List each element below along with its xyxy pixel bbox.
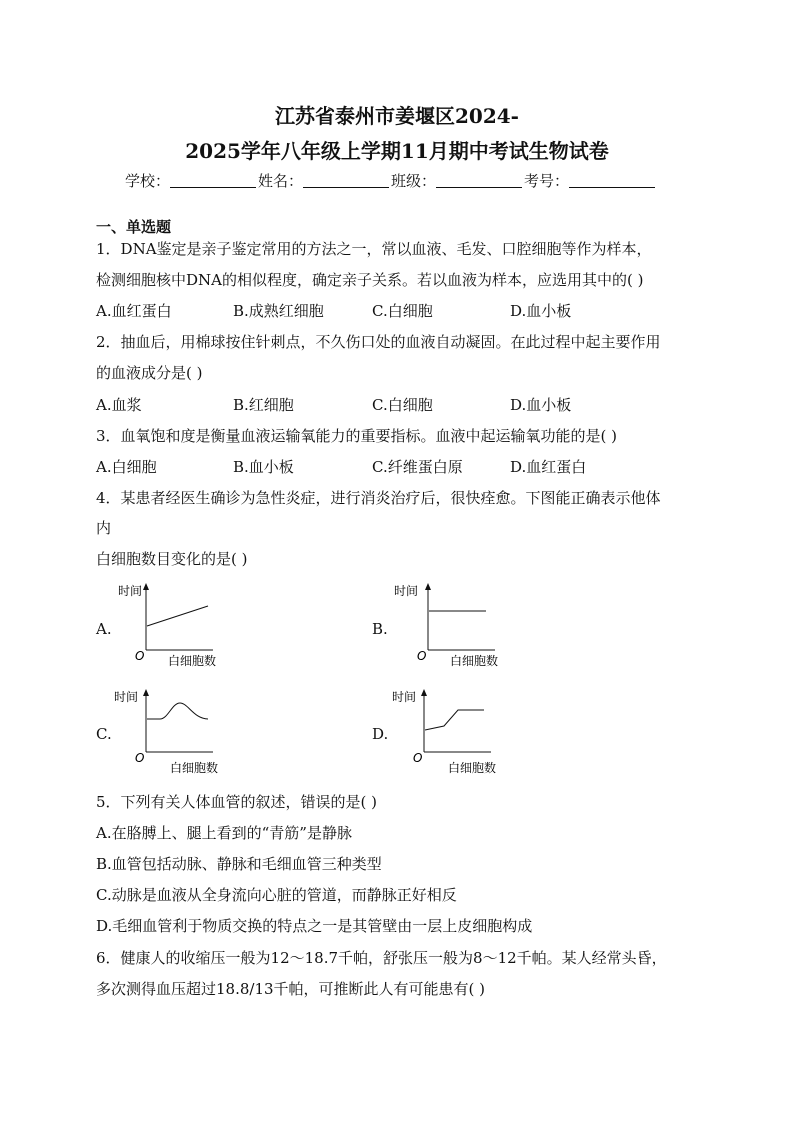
q3-option-a: A.白细胞 (96, 458, 157, 476)
graph-b-origin: O (417, 649, 427, 663)
q2-option-d: D.血小板 (510, 396, 572, 414)
graph-c-y-label: 时间 (114, 690, 139, 704)
graph-d-origin: O (413, 751, 423, 765)
graph-b-x-label: 白细胞数 (450, 654, 499, 668)
graph-a-origin: O (135, 649, 145, 663)
class-label: 班级： (391, 172, 437, 190)
graph-d-y-arrow (421, 689, 427, 696)
school-label: 学校： (125, 172, 171, 190)
q2-text-line2: 的血液成分是( ) (96, 364, 203, 382)
q4-text-line2: 内 (96, 519, 112, 537)
school-blank[interactable] (170, 173, 256, 188)
q1-text-line1: 1．DNA鉴定是亲子鉴定常用的方法之一，常以血液、毛发、口腔细胞等作为样本， (96, 240, 652, 258)
graph-d (392, 686, 516, 778)
exam-number-label: 考号： (524, 172, 570, 190)
section-title: 一、单选题 (96, 218, 172, 236)
graph-b-letter: B. (372, 620, 388, 638)
q2-text-line1: 2．抽血后，用棉球按住针刺点，不久伤口处的血液自动凝固。在此过程中起主要作用 (96, 333, 661, 351)
graph-c-letter: C. (96, 725, 112, 743)
q3-option-b: B.血小板 (233, 458, 294, 476)
graph-c-y-arrow (143, 689, 149, 696)
graph-c (114, 686, 238, 778)
q1-option-c: C.白细胞 (372, 302, 433, 320)
q5-text-line1: 5．下列有关人体血管的叙述，错误的是( ) (96, 793, 378, 811)
exam-title-line2: 2025学年八年级上学期11月期中考试生物试卷 (185, 139, 609, 163)
q2-option-b: B.红细胞 (233, 396, 294, 414)
q3-option-c: C.纤维蛋白原 (372, 458, 463, 476)
graph-c-origin: O (135, 751, 145, 765)
q2-option-a: A.血浆 (96, 396, 142, 414)
q5-option-a: A.在胳膊上、腿上看到的“青筋”是静脉 (96, 824, 352, 842)
q4-text-line1: 4．某患者经医生确诊为急性炎症，进行消炎治疗后，很快痊愈。下图能正确表示他体 (96, 489, 661, 507)
graph-c-curve (147, 703, 208, 719)
graph-a-curve (147, 606, 208, 626)
q2-option-c: C.白细胞 (372, 396, 433, 414)
class-blank[interactable] (436, 173, 522, 188)
name-blank[interactable] (303, 173, 389, 188)
q3-option-d: D.血红蛋白 (510, 458, 587, 476)
q1-text-line2: 检测细胞核中DNA的相似程度，确定亲子关系。若以血液为样本，应选用其中的( ) (96, 271, 644, 289)
graph-d-y-label: 时间 (392, 690, 417, 704)
graph-a-x-label: 白细胞数 (168, 654, 217, 668)
q6-text-line2: 多次测得血压超过18.8/13千帕，可推断此人有可能患有( ) (96, 980, 486, 998)
graph-a (118, 578, 238, 670)
graph-a-y-label: 时间 (118, 584, 143, 598)
q3-text-line1: 3．血氧饱和度是衡量血液运输氧能力的重要指标。血液中起运输氧功能的是( ) (96, 427, 618, 445)
graph-b-y-label: 时间 (394, 584, 419, 598)
graph-b-y-arrow (425, 583, 431, 590)
graph-d-letter: D. (372, 725, 389, 743)
name-label: 姓名： (258, 172, 304, 190)
graph-a-letter: A. (96, 620, 112, 638)
graph-b (394, 578, 520, 670)
q1-option-d: D.血小板 (510, 302, 572, 320)
exam-title-line1: 江苏省泰州市姜堰区2024- (275, 104, 519, 128)
q1-option-b: B.成熟红细胞 (233, 302, 324, 320)
q6-text-line1: 6．健康人的收缩压一般为12～18.7千帕，舒张压一般为8～12千帕。某人经常头昏， (96, 949, 667, 967)
q4-text-line3: 白细胞数目变化的是( ) (96, 550, 248, 568)
graph-d-curve (425, 710, 484, 730)
q1-option-a: A.血红蛋白 (96, 302, 172, 320)
graph-d-x-label: 白细胞数 (448, 761, 497, 775)
graph-c-x-label: 白细胞数 (170, 761, 219, 775)
q5-option-c: C.动脉是血液从全身流向心脏的管道，而静脉正好相反 (96, 886, 457, 904)
graph-a-y-arrow (143, 583, 149, 590)
student-info-fields (125, 171, 657, 191)
q5-option-d: D.毛细血管利于物质交换的特点之一是其管壁由一层上皮细胞构成 (96, 917, 533, 935)
exam-number-blank[interactable] (569, 173, 655, 188)
q5-option-b: B.血管包括动脉、静脉和毛细血管三种类型 (96, 855, 382, 873)
